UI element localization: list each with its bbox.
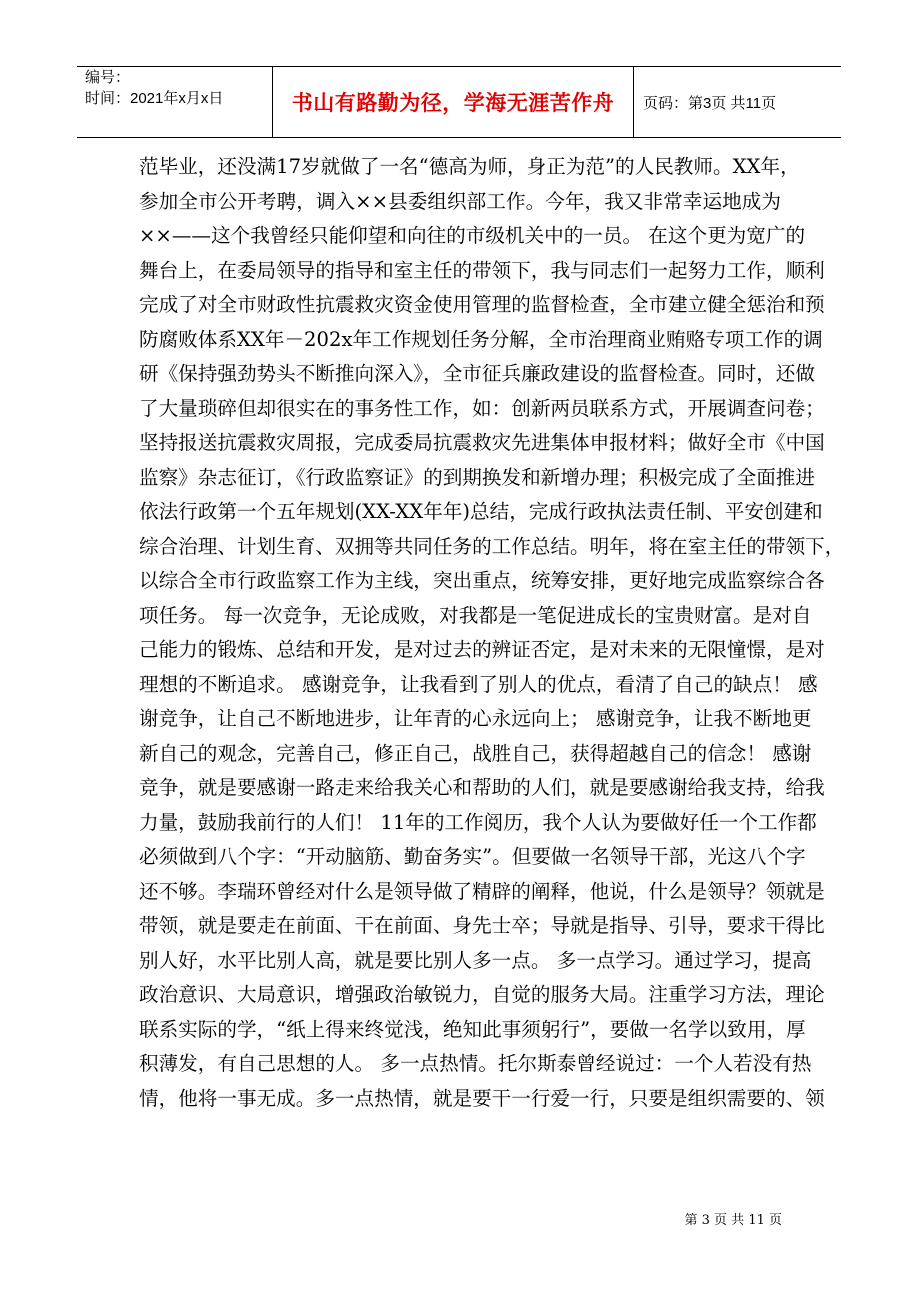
- body-line: 力量，鼓励我前行的人们！ 11年的工作阅历，我个人认为要做好任一个工作都: [139, 810, 817, 834]
- document-header: [77, 66, 841, 138]
- body-line: 别人好，水平比别人高，就是要比别人多一点。 多一点学习。通过学习，提高: [139, 948, 812, 972]
- header-page-number: 页码：第3页 共11页: [643, 94, 777, 112]
- body-line: 还不够。李瑞环曾经对什么是领导做了精辟的阐释，他说，什么是领导？领就是: [139, 879, 825, 903]
- body-line: 带领，就是要走在前面、干在前面、身先士卒；导就是指导、引导，要求干得比: [139, 914, 825, 937]
- body-line: 防腐败体系XX年－202x年工作规划任务分解，全市治理商业贿赂专项工作的调: [139, 327, 823, 351]
- body-line: 综合治理、计划生育、双拥等共同任务的工作总结。明年，将在室主任的带领下，: [139, 534, 845, 558]
- body-line: ××——这个我曾经只能仰望和向往的市级机关中的一员。 在这个更为宽广的: [139, 224, 806, 247]
- date-label: 时间：2021年x月x日: [85, 90, 224, 107]
- body-line: 新自己的观念，完善自己，修正自己，战胜自己，获得超越自己的信念！ 感谢: [139, 741, 812, 765]
- body-line: 依法行政第一个五年规划(XX-XX年年)总结，完成行政执法责任制、平安创建和: [139, 500, 823, 523]
- body-text: [139, 150, 845, 1116]
- body-line: 坚持报送抗震救灾周报，完成委局抗震救灾先进集体申报材料；做好全市《中国: [139, 431, 825, 454]
- body-line: 政治意识、大局意识，增强政治敏锐力，自觉的服务大局。注重学习方法，理论: [139, 983, 825, 1006]
- body-line: 联系实际的学，“纸上得来终觉浅，绝知此事须躬行”，要做一名学以致用，厚: [139, 1017, 806, 1041]
- serial-number-label: 编号：: [85, 69, 131, 86]
- body-line: 己能力的锻炼、总结和开发，是对过去的辨证否定，是对未来的无限憧憬，是对: [139, 638, 825, 661]
- body-line: 了大量琐碎但却很实在的事务性工作，如：创新两员联系方式，开展调查问卷；: [139, 396, 825, 420]
- body-line: 竞争，就是要感谢一路走来给我关心和帮助的人们，就是要感谢给我支持，给我: [139, 776, 825, 799]
- body-line: 范毕业，还没满17岁就做了一名“德高为师，身正为范”的人民教师。XX年，: [139, 155, 800, 178]
- motto-text: 书山有路勤为径，学海无涯苦作舟: [291, 91, 615, 115]
- body-line: 舞台上，在委局领导的指导和室主任的带领下，我与同志们一起努力工作，顺利: [139, 258, 825, 282]
- body-line: 项任务。 每一次竞争，无论成败，对我都是一笔促进成长的宝贵财富。是对自: [139, 603, 812, 627]
- body-line: 谢竞争，让自己不断地进步，让年青的心永远向上； 感谢竞争，让我不断地更: [139, 707, 812, 730]
- header-motto-cell: [272, 67, 634, 137]
- footer-page-number: 第 3 页 共 11 页: [684, 1213, 782, 1228]
- body-line: 监察》杂志征订，《行政监察证》的到期换发和新增办理；积极完成了全面推进: [139, 465, 815, 489]
- body-line: 理想的不断追求。 感谢竞争，让我看到了别人的优点，看清了自己的缺点！ 感: [139, 672, 818, 696]
- body-line: 研《保持强劲势头不断推向深入》，全市征兵廉政建设的监督检查。同时，还做: [139, 362, 815, 385]
- body-line: 完成了对全市财政性抗震救灾资金使用管理的监督检查，全市建立健全惩治和预: [139, 293, 825, 316]
- body-line: 情，他将一事无成。多一点热情，就是要干一行爱一行，只要是组织需要的、领: [139, 1086, 825, 1110]
- body-line: 积薄发，有自己思想的人。 多一点热情。托尔斯泰曾经说过：一个人若没有热: [139, 1052, 812, 1075]
- body-line: 必须做到八个字：“开动脑筋、勤奋务实”。但要做一名领导干部，光这八个字: [139, 845, 806, 868]
- body-line: 参加全市公开考聘，调入××县委组织部工作。今年，我又非常幸运地成为: [139, 189, 781, 213]
- body-line: 以综合全市行政监察工作为主线，突出重点，统筹安排，更好地完成监察综合各: [139, 569, 825, 592]
- header-page-cell: [634, 67, 841, 137]
- header-left-cell: [77, 67, 272, 137]
